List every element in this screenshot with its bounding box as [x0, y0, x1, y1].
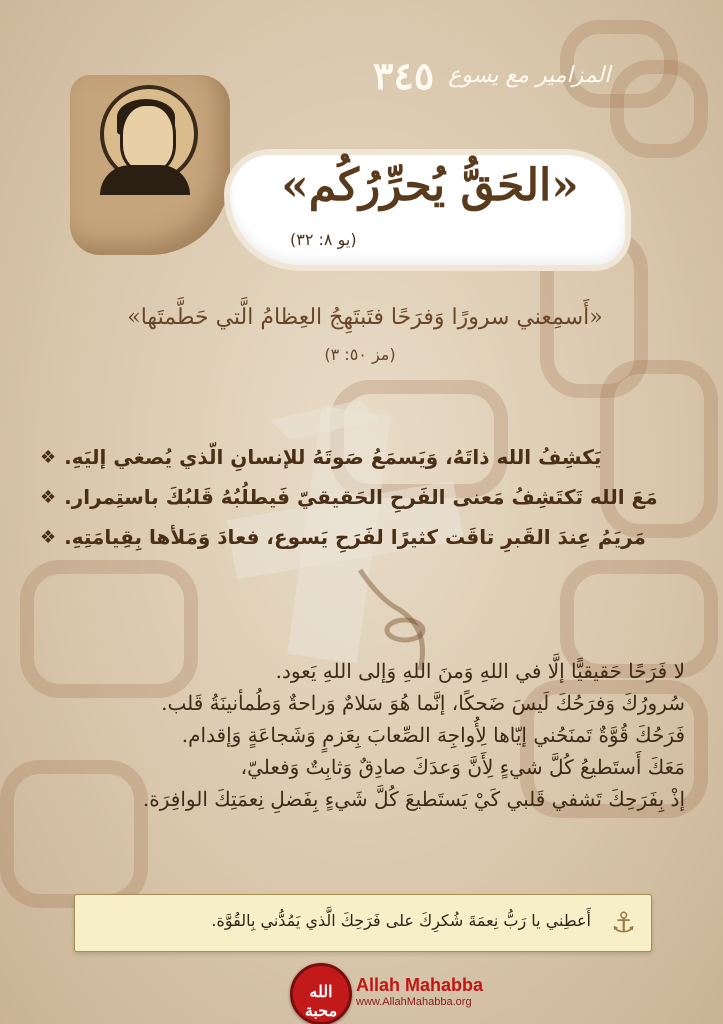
verse-title: «الحَقُّ يُحرِّرُكُم»: [281, 160, 579, 211]
diamond-icon: ❖: [40, 486, 57, 508]
psalm-reference: (مز ٥٠: ٣): [324, 345, 396, 364]
list-item: [40, 477, 680, 517]
list-item: [40, 437, 680, 477]
prayer-line: فَرَحُكَ قُوَّةٌ تَمنَحُني إيّاها لِأُواجِهَ الصِّعابَ بِعَزمٍ وَشَجاعَةٍ وَإقدام.: [181, 723, 685, 747]
point-text: مَريَمُ عِندَ القَبرِ تاقَت كثيرًا لفَرَحِ يَسوع، فعادَ وَمَلأها بِقِيامَتِهِ.: [64, 525, 646, 549]
prayer-line: سُرورُكَ وَفرَحُكَ لَيسَ ضَحكًا، إنَّما هُوَ سَلامٌ وَراحةٌ وَطُمأنينَةُ قَلب.: [161, 691, 685, 715]
diamond-icon: ❖: [40, 526, 57, 548]
brand-logo[interactable]: [290, 963, 352, 1024]
list-item: [40, 517, 680, 557]
header: [373, 50, 693, 100]
reflection-points: [40, 437, 680, 557]
point-text: يَكشِفُ الله ذاتَهُ، وَيَسمَعُ صَوتَهُ للإنسانِ الّذي يُصغي إليَهِ.: [64, 445, 602, 469]
page-number: ٣٤٥: [373, 52, 435, 98]
prayer-line: مَعَكَ أَستَطيعُ كُلَّ شيءٍ لِأَنَّ وَعدَكَ صادِقٌ وَثابِتٌ وَفعليّ،: [240, 755, 685, 779]
brand-name: Allah Mahabba: [356, 975, 484, 995]
verse-reference: (يو ٨: ٣٢): [290, 230, 357, 249]
resolution-text: أَعطِني يا رَبُّ نِعمَةَ شُكرِكَ على فَرَحِكَ الَّذي يَمُدُّني بِالقُوَّة.: [211, 911, 591, 930]
brand-logo-text: الله محبة: [304, 982, 338, 1020]
robe-shape: [100, 165, 190, 195]
prayer-line: لا فَرَحًا حَقيقيًّا إلَّا في اللهِ وَمنَ اللهِ وَإلى اللهِ يَعود.: [275, 659, 685, 683]
brand-url-link[interactable]: www.AllahMahabba.org: [356, 996, 472, 1008]
diamond-icon: ❖: [40, 446, 57, 468]
christ-icon: [70, 75, 230, 255]
point-text: مَعَ الله تَكتَشِفُ مَعنى الفَرحِ الحَقيقيّ فَيطلُبُهُ قَلبُكَ باستِمرار.: [64, 485, 658, 509]
prayer-line: إذْ بِفَرَحِكَ تَشفي قَلبي كَيْ يَستَطيعَ كُلَّ شَيءٍ بِفَضلِ نِعمَتِكَ الوافِرَة.: [142, 787, 685, 811]
series-title: المزامير مع يسوع: [448, 62, 611, 88]
face-shape: [120, 103, 176, 173]
anchor-icon: ⚓: [611, 906, 637, 939]
psalm-quote: «أَسمِعني سرورًا وَفرَحًا فتَبتَهِجُ العِظامُ الَّتي حَطَّمتَها»: [127, 305, 603, 330]
prayer-paragraph: [40, 655, 685, 815]
resolution-box: [74, 894, 652, 952]
